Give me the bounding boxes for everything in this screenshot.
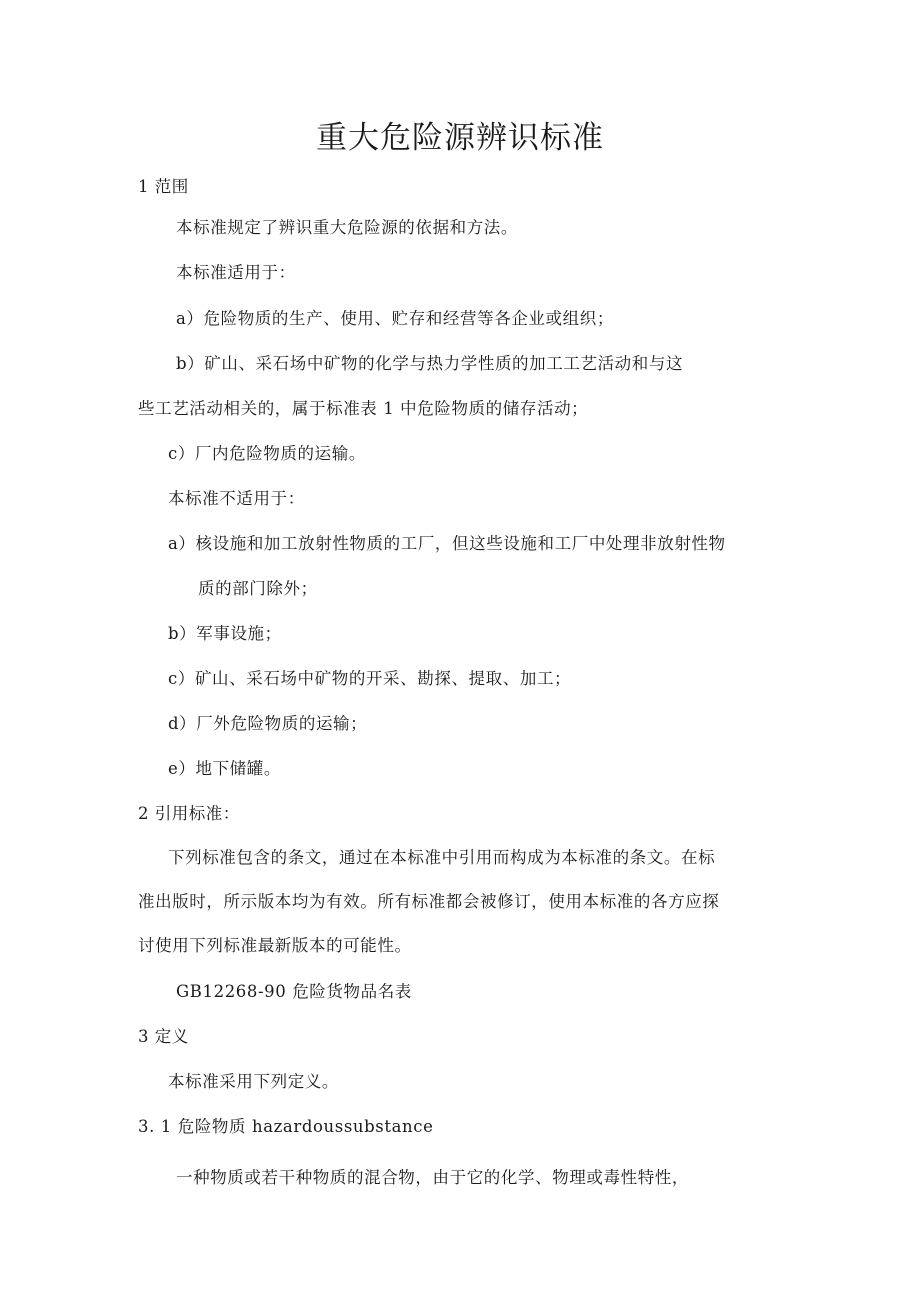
section-1-heading: 1 范围: [138, 177, 189, 196]
section-3-1-heading: 3. 1 危险物质 hazardoussubstance: [138, 1117, 434, 1136]
applicable-item-b-line2: 些工艺活动相关的，属于标准表 1 中危险物质的储存活动；: [138, 399, 589, 418]
applicable-item-c: c）厂内危险物质的运输。: [168, 444, 366, 463]
section-3-paragraph: 本标准采用下列定义。: [168, 1072, 339, 1091]
not-applicable-item-a-line2: 质的部门除外；: [198, 579, 318, 598]
not-applicable-item-c: c）矿山、采石场中矿物的开采、勘探、提取、加工；: [168, 669, 572, 688]
applicable-intro: 本标准适用于：: [176, 263, 296, 282]
section-2-paragraph-line1: 下列标准包含的条文，通过在本标准中引用而构成为本标准的条文。在标: [168, 848, 716, 867]
applicable-item-a: a）危险物质的生产、使用、贮存和经营等各企业或组织；: [176, 309, 614, 328]
section-2-paragraph-line2: 准出版时，所示版本均为有效。所有标准都会被修订，使用本标准的各方应探: [138, 892, 720, 911]
document-title: 重大危险源辨识标准: [316, 120, 604, 156]
section-2-heading: 2 引用标准：: [138, 804, 240, 823]
not-applicable-item-a-line1: a）核设施和加工放射性物质的工厂，但这些设施和工厂中处理非放射性物: [168, 534, 726, 553]
not-applicable-item-d: d）厂外危险物质的运输；: [168, 714, 368, 733]
not-applicable-item-e: e）地下储罐。: [168, 759, 281, 778]
section-2-paragraph-line3: 讨使用下列标准最新版本的可能性。: [138, 936, 412, 955]
applicable-item-b-line1: b）矿山、采石场中矿物的化学与热力学性质的加工工艺活动和与这: [176, 354, 684, 373]
referenced-standard: GB12268-90 危险货物品名表: [176, 982, 412, 1001]
section-3-heading: 3 定义: [138, 1027, 189, 1046]
section-3-1-paragraph: 一种物质或若干种物质的混合物，由于它的化学、物理或毒性特性，: [176, 1168, 689, 1187]
section-1-paragraph: 本标准规定了辨识重大危险源的依据和方法。: [176, 218, 518, 237]
not-applicable-intro: 本标准不适用于：: [168, 489, 305, 508]
not-applicable-item-b: b）军事设施；: [168, 624, 282, 643]
